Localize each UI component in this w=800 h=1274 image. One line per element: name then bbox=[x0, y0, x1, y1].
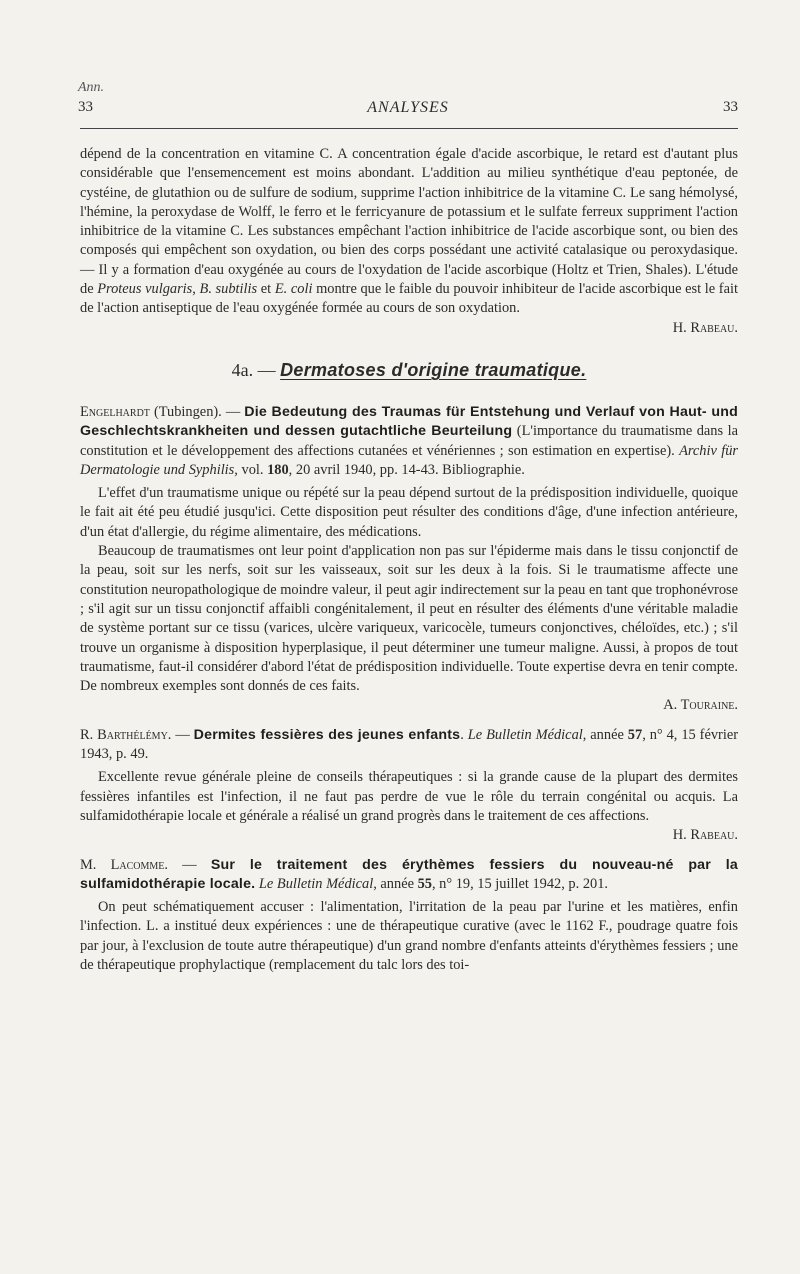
journal-name: Le Bulletin Médical bbox=[467, 726, 583, 743]
handwritten-annotation: Ann. bbox=[78, 80, 105, 95]
page-number-right: 33 bbox=[723, 99, 738, 115]
volume: 180 bbox=[267, 461, 289, 478]
abstract-entry bbox=[80, 856, 738, 976]
abstract-entry bbox=[80, 726, 738, 846]
article-title: Sur le traitement des érythèmes fessiers du nouveau-né par la sulfamidothérapie locale. bbox=[80, 856, 738, 892]
section-heading bbox=[80, 360, 738, 381]
species-name: E. coli bbox=[274, 281, 313, 298]
article-title: Die Bedeutung des Traumas für Entstehung und Verlauf von Haut- und Geschlechtskrankheiten und dessen gutachtliche Beurteilung bbox=[80, 403, 738, 440]
abstract-paragraph: On peut schématiquement accuser : l'alimentation, l'irritation de la peau par l'urine et les matières, enfin l'infection. L. a institué deux expériences : une de thérapeutique curative (avec le 1162 F., poudrage quatre fois par jour, à l'exclusion de toute autre thérapeutique) d'un grand nombre d'enfants atteints d'érythèmes fessiers ; une de thérapeutique prophylactique (remplacement du talc lors des toi- bbox=[80, 899, 738, 973]
intro-paragraph: dépend de la concentration en vitamine C. A concentration égale d'acide ascorbique, le retard est d'autant plus considérable que l'ensemencement est moins abondant. L'addition au milieu synthétique d'eau peptonée, de cystéine, de glutathion ou de sulfure de sodium, supprime l'action inhibitrice de la vitamine C. Le sang hémolysé, l'hémine, la peroxydase de Wolff, le ferro et le ferricyanure de potassium et le sulfate ferreux suppriment l'action inhibitrice de la vitamine C. Les substances empêchant l'action inhibitrice de l'acide ascorbique sont, ou bien des composés qui empêchent son oxydation, ou bien des corps possédant une activité catalasique ou peroxydasique. — Il y a formation d'eau oxygénée au cours de l'oxydation de l'acide ascorbique (Holtz et Trien, Shales). L'étude de Proteus vulgaris, B. subtilis et E. coli montre que le faible du pouvoir inhibiteur de l'acide ascorbique est le fait de l'action antiseptique de l'eau oxygénée formée au cours de son oxydation. bbox=[80, 146, 738, 317]
reference: M. Lacomme. — Sur le traitement des érythèmes fessiers du nouveau-né par la sulfamidothérapie locale. Le Bulletin Médical, année 55, n° 19, 15 juillet 1942, p. 201. bbox=[80, 856, 738, 892]
signature: H. Rabeau. bbox=[672, 827, 738, 844]
volume: 57 bbox=[627, 726, 643, 743]
volume: 55 bbox=[417, 875, 432, 892]
article-title: Dermites fessières des jeunes enfants bbox=[193, 726, 461, 743]
species-name: B. subtilis bbox=[199, 281, 258, 298]
reference: R. Barthélémy. — Dermites fessières des jeunes enfants. Le Bulletin Médical, année 57, n° 4, 15 février 1943, p. 49. bbox=[80, 726, 738, 763]
journal-name: Archiv für Dermatologie und Syphilis bbox=[80, 442, 738, 478]
section-title: Dermatoses d'origine traumatique. bbox=[280, 359, 587, 380]
author: R. Barthélémy bbox=[80, 726, 168, 743]
author: M. Lacomme bbox=[80, 856, 165, 873]
abstract-entry bbox=[80, 403, 738, 716]
abstract-paragraph: Beaucoup de traumatismes ont leur point d'application non pas sur l'épiderme mais dans le tissu conjonctif de la peau, soit sur les nerfs, soit sur les vaisseaux, soit sur les deux à la fois. Si le traumatisme affecte une constitution neuropathologique de moindre valeur, il peut agir indirectement sur la peau en tant que trophonévrose ; s'il agit sur un tissu conjonctif affaibli congénitalement, il peut en résulter des éléments d'une véritable maladie de système portant sur ce tissu (varices, ulcère variqueux, varicocèle, tumeurs conjonctives, chéloïdes, etc.) ; s'il trouve un organisme à disposition hyperplasique, il peut déterminer une tumeur maligne. Aussi, à propos de tout traumatisme, faut-il considérer d'abord l'état de prédisposition individuelle. Toute expertise devra en tenir compte. De nombreux exemples sont donnés de ces faits. bbox=[80, 543, 738, 695]
header-rule bbox=[80, 128, 738, 129]
signature: H. Rabeau. bbox=[672, 319, 738, 336]
page-body bbox=[80, 145, 738, 975]
running-title: ANALYSES bbox=[367, 99, 449, 116]
abstract-paragraph: L'effet d'un traumatisme unique ou répété sur la peau dépend surtout de la prédisposition individuelle, quoique le fait ait été peu étudié jusqu'ici. Cette disposition peut résulter des conditions d'âge, d'une infection antérieure, d'un état d'allergie, du régime alimentaire, des médications. bbox=[80, 485, 738, 540]
section-number: 4a. — bbox=[231, 359, 281, 380]
author: Engelhardt bbox=[80, 403, 150, 420]
reference: Engelhardt (Tubingen). — Die Bedeutung des Traumas für Entstehung und Verlauf von Haut- und Geschlechtskrankheiten und dessen gutachtliche Beurteilung (L'importance du traumatisme dans la constitution et le développement des affections cutanées et vénériennes ; son estimation en expertise). Archiv für Dermatologie und Syphilis, vol. 180, 20 avril 1940, pp. 14-43. Bibliographie. bbox=[80, 403, 738, 478]
species-name: Proteus vulgaris bbox=[97, 281, 193, 298]
page-number-left: 33 bbox=[78, 99, 93, 115]
signature: A. Touraine. bbox=[663, 697, 738, 714]
page-header bbox=[78, 99, 738, 121]
abstract-paragraph: Excellente revue générale pleine de conseils thérapeutiques : si la grande cause de la plupart des dermites fessières infantiles est l'infection, il ne faut pas perdre de vue le rôle du terrain congénital ou acquis. La sulfamidothérapie locale et générale a réalisé un grand progrès dans le traitement de ces affections. bbox=[80, 769, 738, 824]
journal-name: Le Bulletin Médical bbox=[258, 875, 374, 892]
